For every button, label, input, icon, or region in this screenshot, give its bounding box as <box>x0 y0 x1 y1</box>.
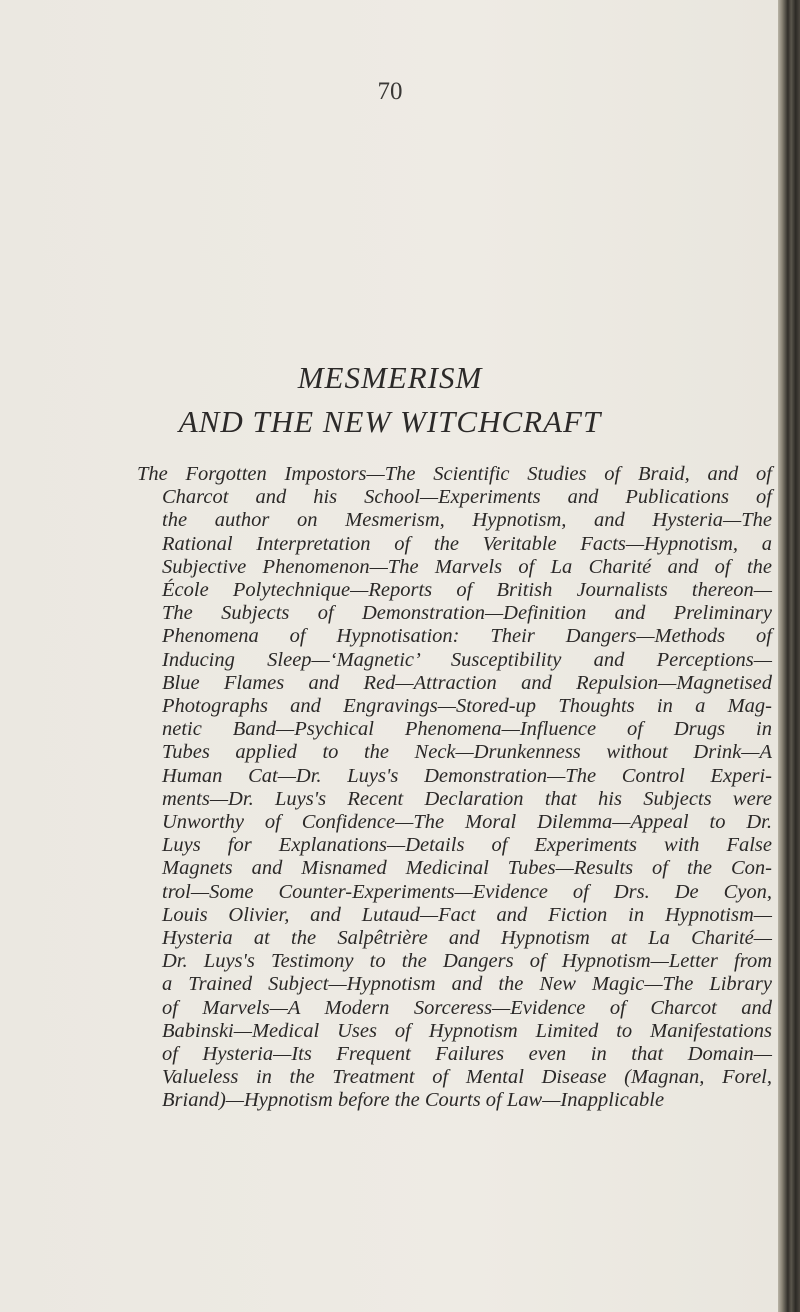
synopsis-line: Magnets and Misnamed Medicinal Tubes—Results of the Con- <box>162 857 772 880</box>
page-number: 70 <box>377 78 403 105</box>
synopsis-line: Valueless in the Treatment of Mental Disease (Magnan, Forel, <box>162 1066 772 1089</box>
synopsis-line: Human Cat—Dr. Luys's Demonstration—The Control Experi- <box>162 764 772 787</box>
synopsis-line: The Subjects of Demonstration—Definition and Preliminary <box>162 602 772 625</box>
synopsis-line: Dr. Luys's Testimony to the Dangers of Hypnotism—Letter from <box>162 950 772 973</box>
synopsis-line: of Marvels—A Modern Sorceress—Evidence of Charcot and <box>162 996 772 1019</box>
synopsis-line: Rational Interpretation of the Veritable Facts—Hypnotism, a <box>162 532 772 555</box>
synopsis-line: Tubes applied to the Neck—Drunkenness without Drink—A <box>162 741 772 764</box>
synopsis-line: The Forgotten Impostors—The Scientific Studies of Braid, and of <box>137 463 772 485</box>
synopsis-line: of Hysteria—Its Frequent Failures even in that Domain— <box>162 1043 772 1066</box>
synopsis-line: ments—Dr. Luys's Recent Declaration that his Subjects were <box>162 787 772 810</box>
synopsis-line: Blue Flames and Red—Attraction and Repulsion—Magnetised <box>162 671 772 694</box>
chapter-title-line-2: AND THE NEW WITCHCRAFT <box>178 404 602 439</box>
synopsis-line: Charcot and his School—Experiments and Publications of <box>162 486 772 509</box>
synopsis-line: trol—Some Counter-Experiments—Evidence of Drs. De Cyon, <box>162 880 772 903</box>
synopsis-line: Luys for Explanations—Details of Experiments with False <box>162 834 772 857</box>
synopsis-line: Inducing Sleep—‘Magnetic’ Susceptibility and Perceptions— <box>162 648 772 671</box>
book-page-edge <box>778 0 800 1312</box>
synopsis-line: Photographs and Engravings—Stored-up Thoughts in a Mag- <box>162 695 772 718</box>
synopsis-line: a Trained Subject—Hypnotism and the New Magic—The Library <box>162 973 772 996</box>
synopsis-line: Subjective Phenomenon—The Marvels of La Charité and of the <box>162 555 772 578</box>
synopsis-line: École Polytechnique—Reports of British Journalists thereon— <box>162 579 772 602</box>
chapter-title-line-1: MESMERISM <box>297 360 483 395</box>
chapter-synopsis <box>137 463 772 1113</box>
synopsis-line: the author on Mesmerism, Hypnotism, and Hysteria—The <box>162 509 772 532</box>
synopsis-line: Unworthy of Confidence—The Moral Dilemma—Appeal to Dr. <box>162 811 772 834</box>
synopsis-line: Babinski—Medical Uses of Hypnotism Limited to Manifestations <box>162 1019 772 1042</box>
synopsis-line: netic Band—Psychical Phenomena—Influence of Drugs in <box>162 718 772 741</box>
synopsis-line: Hysteria at the Salpêtrière and Hypnotism at La Charité— <box>162 927 772 950</box>
synopsis-line: Phenomena of Hypnotisation: Their Dangers—Methods of <box>162 625 772 648</box>
synopsis-line: Louis Olivier, and Lutaud—Fact and Fiction in Hypnotism— <box>162 903 772 926</box>
synopsis-line: Briand)—Hypnotism before the Courts of Law—Inapplicable <box>162 1089 665 1112</box>
